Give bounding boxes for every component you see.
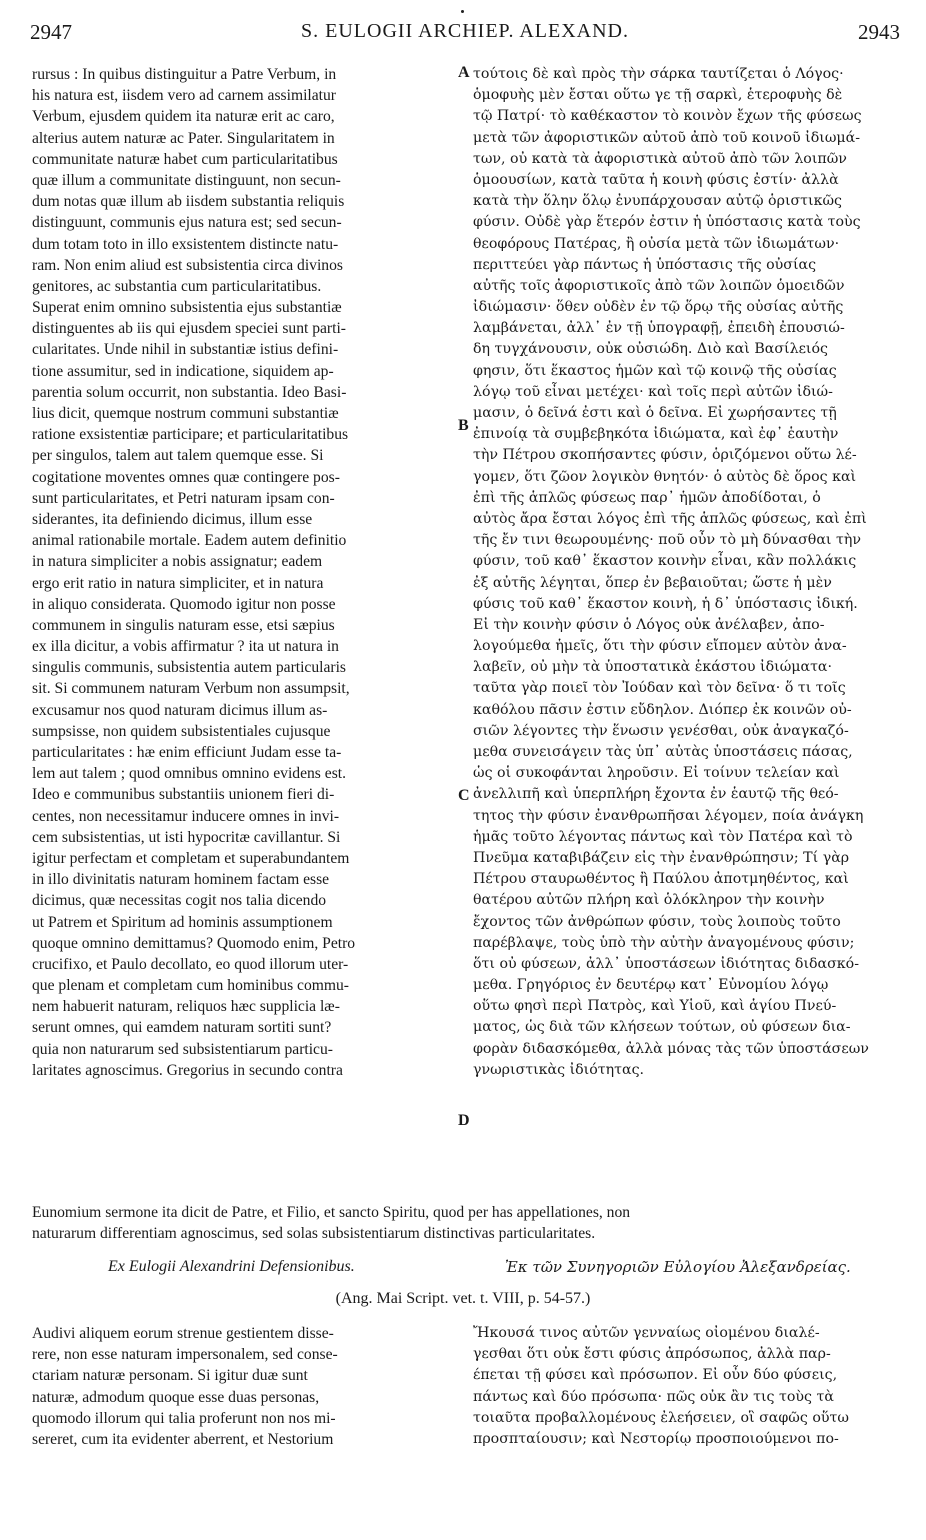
latin-line: distinguunt, communis ejus natura est; sed secun-: [32, 214, 342, 232]
greek-line: μεθα συνεισάγειν τὰς ὑπ᾽ αὐτὰς ὑποστάσεις πάσας,: [473, 744, 853, 760]
greek-line: τὴν Πέτρου σκοπήσαντες φύσιν, ὁριζόμενοι οὕτω λέ-: [473, 447, 857, 464]
greek-line: τῆς ἔν τινι θεωρουμένης· ποῦ οὖν τὸ μὴ δύνασθαι τὴν: [473, 532, 861, 549]
page-header: [30, 20, 900, 50]
greek-line: γεσθαι ὅτι οὐκ ἔστι φύσις ἀπρόσωπος, ἀλλὰ παρ-: [473, 1346, 831, 1363]
latin-line: sunt particularitates, et Petri naturam ipsam con-: [32, 489, 335, 507]
greek-column: [473, 64, 893, 1081]
latin-line: excusamur nos quod naturam dicimus illum as-: [32, 701, 328, 719]
greek-line: ἰδιώμασιν· ὅθεν οὐδὲν ἐν τῷ ὅρῳ τῆς οὐσίας αὐτῆς: [473, 299, 844, 316]
latin-line: dum totam toto in illo exsistentem distincte natu-: [32, 235, 339, 253]
latin-line: quomodo illorum qui talia proferunt non nos mi-: [32, 1409, 336, 1427]
greek-line: τούτοις δὲ καὶ πρὸς τὴν σάρκα ταυτίζεται ὁ Λόγος·: [473, 66, 844, 82]
greek-line: θατέρου αὐτῶν πλήρη καὶ ὁλόκληρον τὴν κοινὴν: [473, 892, 825, 909]
latin-line: que plenam et completam cum hominibus commu-: [32, 977, 349, 995]
latin-line: Ideo e communibus substantiis unionem fieri di-: [32, 786, 335, 804]
full-width-line: naturarum differentiam agnoscimus, sed solas subsistentiarum distinctivas particularitates.: [32, 1225, 596, 1243]
greek-line: κατὰ τὴν ὅλην ὅλῳ ἐνυπάρχουσαν αὐτῷ ὁριστικῶς: [473, 193, 842, 210]
latin-line: lius dicit, quemque nostrum communi substantiæ: [32, 405, 339, 422]
greek-line: μασιν, ὁ δεῖνά ἐστι καὶ ὁ δεῖνα. Εἰ χωρήσαντες τῇ: [473, 405, 837, 421]
full-width-text: [32, 1202, 894, 1244]
latin-line: ratione exsistentiæ participare; et particularitatibus: [32, 426, 349, 444]
latin-line: ergo erit ratio in natura simpliciter, et in natura: [32, 574, 324, 592]
greek-line: ἐπὶ τῆς ἁπλῶς φύσεως παρ᾽ ἡμῶν ἀποδίδοται, ὁ: [473, 489, 821, 506]
greek-line: ἡμᾶς τοῦτο λέγοντας πάντως καὶ τὸν Πατέρα καὶ τὸ: [473, 828, 853, 845]
latin-line: quoque omnino demittamus? Quomodo enim, Petro: [32, 934, 356, 952]
latin-line: tione assumitur, sed in indicatione, siquidem ap-: [32, 362, 334, 380]
source-heading-latin: Ex Eulogii Alexandrini Defensionibus.: [108, 1258, 355, 1275]
greek-line: προσπταίουσιν; καὶ Νεστορίῳ προσποιούμενοι πο-: [473, 1430, 839, 1447]
latin-line: parentia solum occurrit, non substantia. Ideo Basi-: [32, 383, 347, 401]
latin-line: cem subsistentias, ut isti hypocritæ cavillantur. Si: [32, 828, 341, 846]
latin-column: [32, 64, 457, 1081]
latin-line: cogitatione moventes omnes quæ contingere pos-: [32, 468, 340, 486]
latin-line: igitur perfectam et completam et superabundantem: [32, 849, 350, 867]
greek-line: θεοφόρους Πατέρας, ἢ οὐσία μετὰ τῶν ἰδιωμάτων·: [473, 235, 840, 252]
greek-line: ὅτι οὐ φύσεων, ἀλλ᾽ ὑποστάσεων ἰδιότητας διδασκό-: [473, 955, 860, 972]
greek-line: ὁμοουσίων, κατὰ ταῦτα ἡ κοινὴ φύσις ἐστίν· ἀλλὰ: [473, 171, 839, 188]
greek-line: ἔχοντος τῶν ἀνθρώπων φύσιν, τοὺς λοιποὺς τοῦτο: [473, 913, 841, 930]
latin-line: his natura est, iisdem vero ad carnem assimilatur: [32, 87, 336, 105]
latin-line: centes, non necessitamur inducere omnes in invi-: [32, 807, 340, 825]
page-number-right: 2943: [858, 20, 900, 44]
greek-line: γομεν, ὅτι ζῶον λογικὸν θνητόν· ὁ αὐτὸς δὲ ὅρος καὶ: [473, 468, 857, 485]
greek-line: οὕτω φησὶ περὶ Πατρὸς, καὶ Υἱοῦ, καὶ ἁγίου Πνεύ-: [473, 998, 837, 1015]
running-title: S. EULOGII ARCHIEP. ALEXAND.: [301, 20, 629, 42]
latin-line: per singulos, talem aut talem quemque esse. Si: [32, 447, 324, 465]
latin-line: nem habuerit naturam, reliquos hæc supplicia læ-: [32, 998, 340, 1016]
greek-line: τητος τὴν φύσιν ἐνανθρωπῆσαι λέγομεν, ποία ἀνάγκη: [473, 807, 864, 824]
latin-line: dum notas quæ illum ab iisdem substantia reliquis: [32, 193, 345, 211]
greek-line: ματος, ὡς διὰ τῶν κλήσεων τούτων, οὐ φύσεων δια-: [473, 1019, 851, 1036]
latin-line: cularitates. Unde nihil in substantiæ istius defini-: [32, 341, 339, 359]
print-dot: [461, 10, 464, 13]
latin-line: Superat enim omnino subsistentia ejus substantiæ: [32, 299, 342, 317]
latin-column-2: [32, 1323, 457, 1450]
greek-line: τῷ Πατρί· τὸ καθέκαστον τὸ κοινὸν ἔχων τῆς φύσεως: [473, 108, 862, 125]
greek-line: λαβεῖν, οὐ μὴν τὰ ὑποστατικὰ ἑκάστου ἰδιώματα·: [473, 659, 833, 676]
latin-line: ctariam naturæ personam. Si igitur duæ sunt: [32, 1367, 308, 1385]
latin-line: quia non naturarum sed subsistentiarum particu-: [32, 1040, 333, 1058]
margin-marker-d: D: [458, 1112, 470, 1129]
latin-line: crucifixo, et Paulo decollato, eo quod illorum uter-: [32, 955, 349, 973]
latin-line: naturæ, admodum quoque esse duas personas,: [32, 1388, 320, 1406]
latin-line: Verbum, ejusdem quidem ita naturæ erit ac caro,: [32, 108, 335, 126]
latin-line: ut Patrem et Spiritum ad hominis assumptionem: [32, 913, 333, 931]
greek-line: αὐτῆς τοῖς ἀφοριστικοῖς ἀπὸ τῶν λοιπῶν ὁμοειδῶν: [473, 277, 845, 294]
latin-line: rursus : In quibus distinguitur a Patre Verbum, in: [32, 66, 337, 83]
greek-line: σιῶν λέγοντες τὴν ἕνωσιν γενέσθαι, οὐκ ἀναγκαζό-: [473, 722, 849, 739]
latin-line: sit. Si communem naturam Verbum non assumpsit,: [32, 680, 350, 698]
greek-line: ἐπινοίᾳ τὰ συμβεβηκότα ἰδιώματα, καὶ ἐφ᾽ ἑαυτὴν: [473, 426, 839, 443]
greek-line: δη τυγχάνουσιν, οὐκ οὐσιώδη. Διὸ καὶ Βασίλειός: [473, 341, 828, 358]
latin-line: ram. Non enim aliud est subsistentia circa divinos: [32, 256, 343, 274]
latin-line: in illo divinitatis naturam hominem factam esse: [32, 871, 330, 889]
latin-line: serunt omnes, qui eamdem naturam sortiti sunt?: [32, 1019, 332, 1037]
greek-line: Ἤκουσά τινος αὐτῶν γενναίως οἰομένου διαλέ-: [473, 1325, 820, 1341]
page-number-left: 2947: [30, 20, 72, 44]
greek-line: μεθα. Γρηγόριος ἐν δευτέρῳ κατ᾽ Εὐνομίου λόγῳ: [473, 977, 829, 994]
greek-line: γνωριστικὰς ἰδιότητας.: [473, 1061, 645, 1078]
greek-line: παρέβλαψε, τοὺς ὑπὸ τὴν αὐτὴν ἀναγομένους φύσιν;: [473, 934, 855, 951]
greek-line: τοιαῦτα προβαλλομένους ἐλεήσειεν, οἳ σαφῶς οὕτω: [473, 1409, 849, 1426]
greek-line: έπεται τῇ φύσει καὶ πρόσωπον. Εἰ οὖν δύο φύσεις,: [473, 1367, 838, 1384]
citation: (Ang. Mai Script. vet. t. VIII, p. 54-57.): [335, 1290, 591, 1307]
greek-line: αὐτὸς ἄρα ἔσται λόγος ἐπὶ τῆς ἁπλῶς φύσεως, καὶ ἐπὶ: [473, 510, 867, 527]
greek-line: ὁμοφυὴς μὲν ἔσται οὕτω γε τῇ σαρκὶ, ἑτεροφυὴς δὲ: [473, 87, 843, 104]
full-width-line: Eunomium sermone ita dicit de Patre, et Filio, et sancto Spiritu, quod per has appellationes, non: [32, 1204, 631, 1221]
margin-marker-a: A: [458, 64, 470, 81]
latin-line: Audivi aliquem eorum strenue gestientem disse-: [32, 1325, 334, 1342]
latin-line: quæ illum a communitate distinguunt, non secun-: [32, 171, 341, 189]
greek-line: μετὰ τῶν ἀφοριστικῶν αὐτοῦ ἀπὸ τοῦ κοινοῦ ἰδιωμά-: [473, 129, 861, 146]
latin-line: genitores, ac substantia cum particularitatibus.: [32, 277, 322, 295]
latin-line: lem aut talem ; quod omnibus omnino evidens est.: [32, 765, 346, 783]
latin-line: alterius autem naturæ ac Pater. Singularitatem in: [32, 129, 335, 147]
greek-line: ἐξ αὐτῆς λέγηται, ὅπερ ἐν βεβαιοῦται; ὥστε ἡ μὲν: [473, 574, 832, 591]
greek-line: φύσιν, τοῦ καθ᾽ ἕκαστον κοινὴν εἶναι, κἂν πολλάκις: [473, 553, 857, 570]
greek-line: περιττεύει γὰρ πάντως ἡ ὑπόστασις τῆς οὐσίας: [473, 256, 817, 273]
greek-column-2: [473, 1323, 893, 1450]
latin-line: sumpsisse, non quidem subsistentiales cujusque: [32, 722, 331, 740]
latin-line: ex illa dicitur, a vobis affirmatur ? ita ut natura in: [32, 638, 339, 656]
latin-line: communem in singulis naturam esse, etsi sæpius: [32, 616, 335, 634]
greek-line: καθόλου πᾶσιν ἐστιν εὔδηλον. Διόπερ ἐκ κοινῶν οὐ-: [473, 701, 852, 718]
greek-line: φορὰν διδασκόμεθα, ἀλλὰ μόνας τὰς τῶν ὑποστάσεων: [473, 1040, 869, 1057]
greek-line: λογούμεθα ἡμεῖς, ὅτι τὴν φύσιν εἴπομεν αὐτὸν ἀνα-: [473, 638, 847, 655]
latin-line: laritates agnoscimus. Gregorius in secundo contra: [32, 1061, 343, 1079]
greek-line: Εἰ τὴν κοινὴν φύσιν ὁ Λόγος οὐκ ἀνέλαβεν, ἀπο-: [473, 616, 825, 633]
greek-line: φύσις τοῦ καθ᾽ ἕκαστον κοινὴ, ἡ δ᾽ ὑπόστασις ἰδική.: [473, 595, 858, 612]
latin-line: siderantes, ita definiendo dicimus, illum esse: [32, 510, 313, 528]
latin-line: distinguentes ab iis qui ejusdem speciei sunt parti-: [32, 320, 346, 338]
margin-marker-b: B: [458, 417, 469, 434]
greek-line: Πέτρου σταυρωθέντος ἢ Παύλου ἀποτμηθέντος, καὶ: [473, 871, 849, 888]
latin-line: animal rationabile mortale. Eadem autem definitio: [32, 532, 347, 550]
greek-line: πάντως καὶ δύο πρόσωπα· πῶς οὐκ ἂν τις τοὺς τὰ: [473, 1388, 834, 1405]
latin-line: particularitates : hæ enim efficiunt Judam esse ta-: [32, 744, 342, 761]
latin-line: communitate naturæ habet cum particularitatibus: [32, 150, 338, 168]
greek-line: φύσιν. Οὐδὲ γὰρ ἕτερόν ἐστιν ἡ ὑπόστασις κατὰ τοὺς: [473, 214, 861, 231]
margin-marker-c: C: [458, 787, 470, 804]
source-heading-greek: Ἐκ τῶν Συνηγοριῶν Εὐλογίου Ἀλεξανδρείας.: [505, 1258, 851, 1276]
latin-line: dicimus, quæ necessitas cogit nos talia dicendo: [32, 892, 327, 910]
latin-line: in natura simpliciter a nobis assignatur; eadem: [32, 553, 323, 571]
greek-line: των, οὐ κατὰ τὰ ἀφοριστικὰ αὐτοῦ ἀπὸ τῶν λοιπῶν: [473, 150, 847, 167]
latin-line: rere, non esse naturam impersonalem, sed conse-: [32, 1346, 338, 1364]
latin-line: singulis communis, subsistentia autem particularis: [32, 659, 346, 677]
latin-line: in aliquo considerata. Quomodo igitur non posse: [32, 595, 336, 613]
greek-line: λόγῳ τοῦ εἶναι μετέχει· καὶ τοῖς περὶ αὐτῶν ἰδιώ-: [473, 383, 833, 400]
greek-line: λαμβάνεται, ἀλλ᾽ ἐν τῇ ὑπογραφῇ, ἐπειδὴ ἐπουσιώ-: [473, 320, 845, 337]
greek-line: Πνεῦμα καταβιβάζειν εἰς τὴν ἐνανθρώπησιν; Τί γὰρ: [473, 849, 850, 866]
greek-line: ὡς οἱ συκοφάνται ληροῦσιν. Εἰ τοίνυν τελείαν καὶ: [473, 765, 840, 782]
greek-line: ἀνελλιπῆ καὶ ὑπερπλήρη ἔχοντα ἐν ἑαυτῷ τῆς θεό-: [473, 786, 839, 803]
greek-line: ταῦτα γὰρ ποιεῖ τὸν Ἰούδαν καὶ τὸν δεῖνα· ὅ τι τοῖς: [473, 680, 846, 697]
greek-line: φησιν, ὅτι ἕκαστος ἡμῶν καὶ τῷ κοινῷ τῆς οὐσίας: [473, 362, 837, 379]
latin-line: sereret, cum ita evidenter aberrent, et Nestorium: [32, 1430, 334, 1448]
